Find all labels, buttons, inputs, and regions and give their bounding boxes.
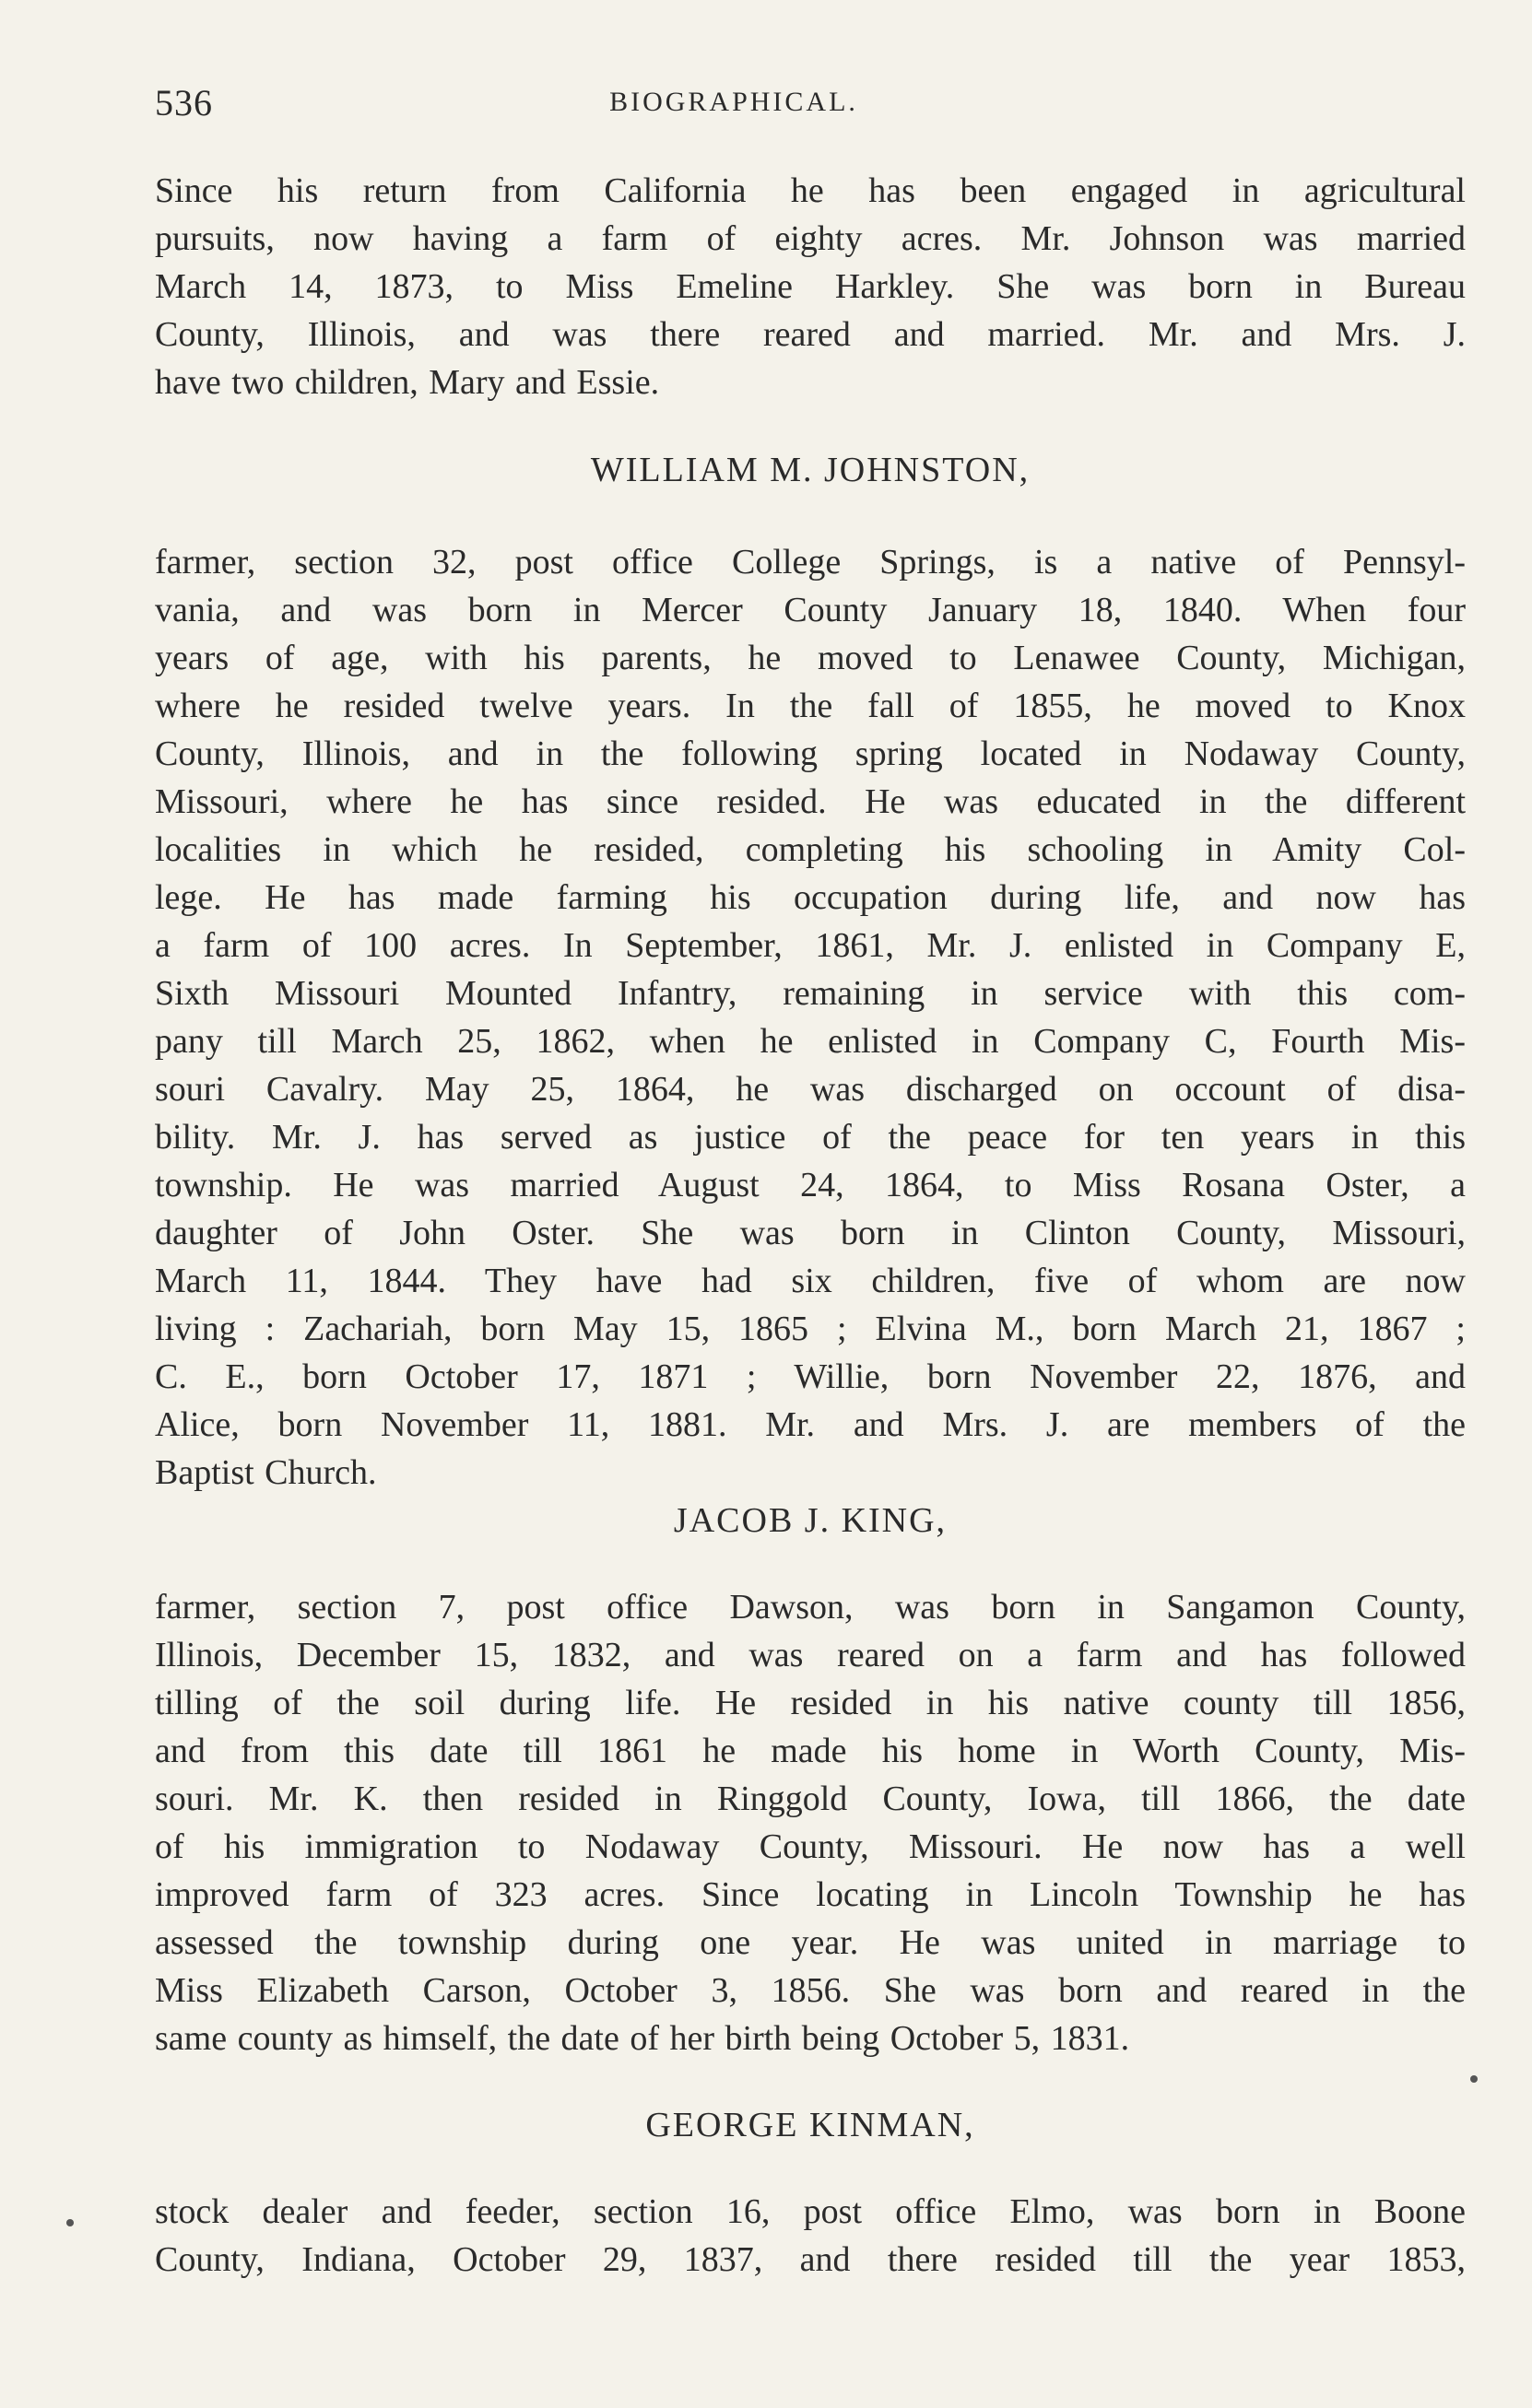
- text-line: March 14, 1873, to Miss Emeline Harkley. She was born in Bureau: [155, 267, 1466, 306]
- text-line: improved farm of 323 acres. Since locating in Lincoln Township he has: [155, 1875, 1466, 1914]
- text-line: Miss Elizabeth Carson, October 3, 1856. She was born and reared in the: [155, 1971, 1466, 2010]
- text-line: County, Illinois, and was there reared and married. Mr. and Mrs. J.: [155, 315, 1466, 354]
- text-line: of his immigration to Nodaway County, Missouri. He now has a well: [155, 1827, 1466, 1866]
- text-line: township. He was married August 24, 1864, to Miss Rosana Oster, a: [155, 1166, 1466, 1204]
- text-line: souri Cavalry. May 25, 1864, he was discharged on occount of disa-: [155, 1070, 1466, 1109]
- entry-heading-johnston: WILLIAM M. JOHNSTON,: [590, 451, 1031, 489]
- text-line: have two children, Mary and Essie.: [155, 363, 660, 402]
- text-line: Sixth Missouri Mounted Infantry, remaining in service with this com-: [155, 974, 1466, 1013]
- page-number: 536: [155, 82, 213, 123]
- text-line: living : Zachariah, born May 15, 1865 ; Elvina M., born March 21, 1867 ;: [155, 1310, 1466, 1348]
- text-line: Missouri, where he has since resided. He was educated in the different: [155, 782, 1466, 821]
- text-line: Alice, born November 11, 1881. Mr. and Mrs. J. are members of the: [155, 1405, 1466, 1444]
- paragraph-kinman: [155, 2188, 1466, 2284]
- paragraph-johnston: [155, 538, 1466, 1497]
- text-line: C. E., born October 17, 1871 ; Willie, born November 22, 1876, and: [155, 1357, 1466, 1396]
- paragraph-king: [155, 1583, 1466, 2062]
- text-line: stock dealer and feeder, section 16, post office Elmo, was born in Boone: [155, 2192, 1466, 2231]
- ink-speck: [66, 2219, 74, 2226]
- text-line: Baptist Church.: [155, 1453, 377, 1492]
- text-line: daughter of John Oster. She was born in Clinton County, Missouri,: [155, 1214, 1466, 1252]
- entry-heading-king: JACOB J. KING,: [673, 1501, 948, 1540]
- text-line: localities in which he resided, completing his schooling in Amity Col-: [155, 830, 1466, 869]
- text-line: bility. Mr. J. has served as justice of the peace for ten years in this: [155, 1118, 1466, 1157]
- text-line: pany till March 25, 1862, when he enlisted in Company C, Fourth Mis-: [155, 1022, 1466, 1061]
- text-line: March 11, 1844. They have had six children, five of whom are now: [155, 1262, 1466, 1300]
- running-title: BIOGRAPHICAL.: [609, 87, 858, 117]
- text-line: where he resided twelve years. In the fall of 1855, he moved to Knox: [155, 687, 1466, 725]
- text-line: a farm of 100 acres. In September, 1861, Mr. J. enlisted in Company E,: [155, 926, 1466, 965]
- text-line: lege. He has made farming his occupation during life, and now has: [155, 878, 1466, 917]
- running-head: [155, 81, 1464, 129]
- text-line: tilling of the soil during life. He resided in his native county till 1856,: [155, 1684, 1466, 1722]
- text-line: County, Indiana, October 29, 1837, and there resided till the year 1853,: [155, 2240, 1466, 2279]
- text-line: pursuits, now having a farm of eighty acres. Mr. Johnson was married: [155, 219, 1466, 258]
- text-line: and from this date till 1861 he made his home in Worth County, Mis-: [155, 1732, 1466, 1770]
- text-line: Since his return from California he has been engaged in agricultural: [155, 171, 1466, 210]
- text-line: assessed the township during one year. He was united in marriage to: [155, 1923, 1466, 1962]
- paragraph-continuation: [155, 167, 1466, 406]
- text-line: farmer, section 7, post office Dawson, was born in Sangamon County,: [155, 1588, 1466, 1627]
- text-line: County, Illinois, and in the following spring located in Nodaway County,: [155, 734, 1466, 773]
- text-line: vania, and was born in Mercer County January 18, 1840. When four: [155, 591, 1466, 629]
- entry-heading-kinman: GEORGE KINMAN,: [645, 2106, 975, 2144]
- ink-speck: [1470, 2075, 1478, 2083]
- text-line: Illinois, December 15, 1832, and was reared on a farm and has followed: [155, 1636, 1466, 1674]
- text-line: same county as himself, the date of her birth being October 5, 1831.: [155, 2019, 1130, 2058]
- text-line: farmer, section 32, post office College Springs, is a native of Pennsyl-: [155, 543, 1466, 581]
- text-line: years of age, with his parents, he moved to Lenawee County, Michigan,: [155, 639, 1466, 677]
- text-line: souri. Mr. K. then resided in Ringgold County, Iowa, till 1866, the date: [155, 1780, 1466, 1818]
